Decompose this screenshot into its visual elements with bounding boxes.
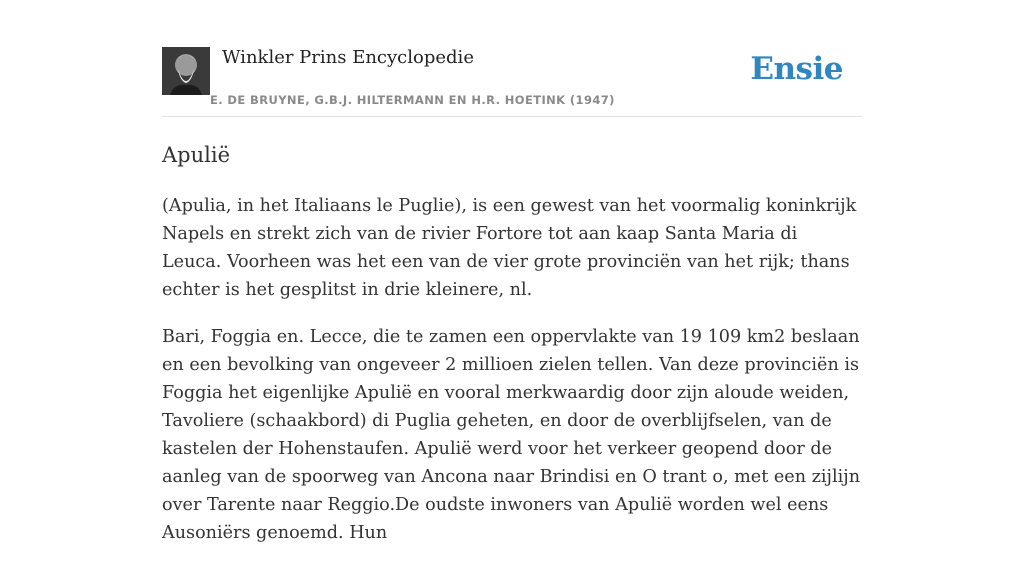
portrait-photo-icon <box>162 47 210 95</box>
entry-title: Apulië <box>162 143 230 167</box>
author-portrait-avatar[interactable] <box>162 47 210 95</box>
entry-paragraph: (Apulia, in het Italiaans le Puglie), is een gewest van het voormalig koninkrijk Napels en strekt zich van de rivier Fortore tot aan kaap Santa Maria di Leuca. Voorheen was het een van de vier grote provinciën van het rijk; thans echter is het gesplitst in drie kleinere, nl. <box>162 196 857 300</box>
source-header <box>162 46 862 117</box>
entry-content <box>162 192 862 566</box>
ensie-logo-link[interactable]: Ensie <box>750 51 843 87</box>
entry-paragraph: Bari, Foggia en. Lecce, die te zamen een oppervlakte van 19 109 km2 beslaan en een bevolking van ongeveer 2 millioen zielen tellen. Van deze provinciën is Foggia het eigenlijke Apulië en vooral merkwaardig door zijn aloude weiden, Tavoliere (schaakbord) di Puglia geheten, en door de overblijfselen, van de kastelen der Hohenstaufen. Apulië werd voor het verkeer geopend door de aanleg van de spoorweg van Ancona naar Brindisi en O trant o, met een zijlijn over Tarente naar Reggio.De oudste inwoners van Apulië worden wel eens Ausoniërs genoemd. Hun <box>162 327 861 543</box>
source-title[interactable]: Winkler Prins Encyclopedie <box>222 47 474 68</box>
source-authors: E. DE BRUYNE, G.B.J. HILTERMANN EN H.R. HOETINK (1947) <box>210 93 615 107</box>
